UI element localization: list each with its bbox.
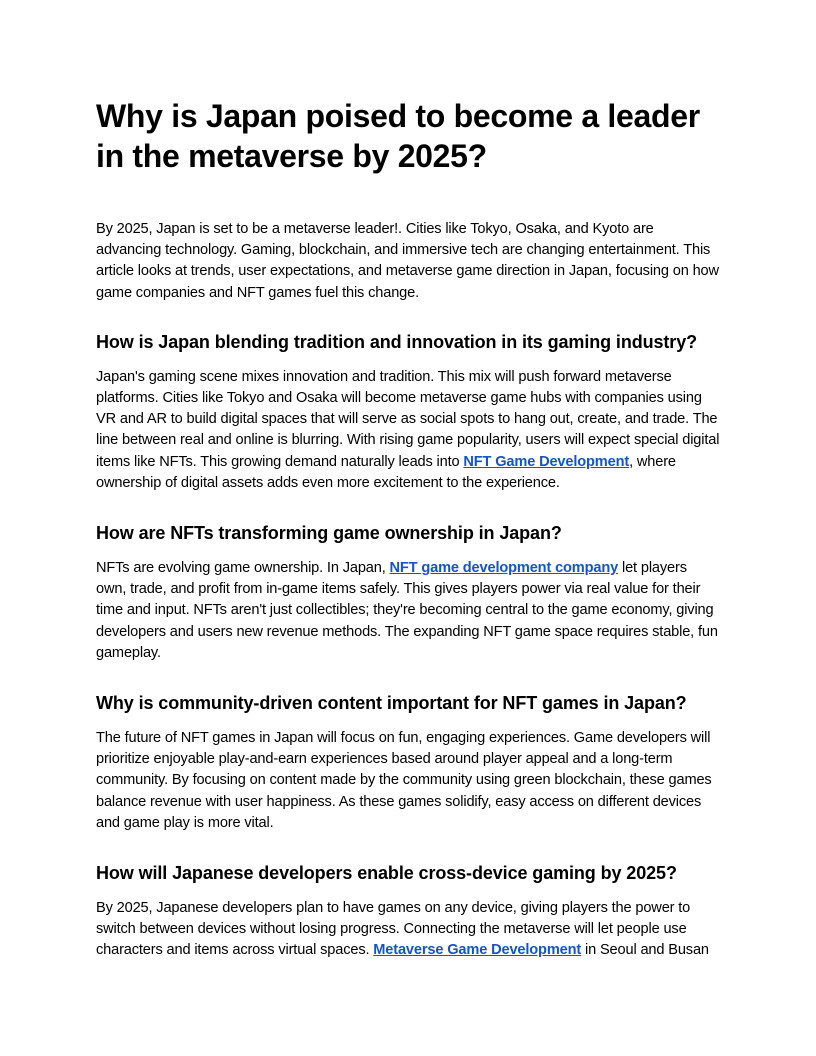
section-heading-tradition-innovation: How is Japan blending tradition and innovation in its gaming industry?: [96, 331, 698, 352]
section-paragraph-tradition-innovation: [96, 367, 720, 494]
paragraph-text: By 2025, Japanese developers plan to have games on any device, giving players the power to switch between devices without losing progress. Connecting the metaverse will let people use characters and items across virtual spaces.: [96, 900, 691, 959]
paragraph-text: let players own, trade, and profit from in-game items safely. This gives players power via real value for their time and input. NFTs aren't just collectibles; they're becoming central to the game economy, giving developers and users new revenue methods. The expanding NFT game space requires stable, fun gameplay.: [96, 560, 718, 661]
document-body: [96, 96, 720, 989]
nft-game-development-company-link[interactable]: NFT game development company: [389, 560, 619, 577]
paragraph-text: in Seoul and Busan: [581, 942, 709, 959]
page-title: Why is Japan poised to become a leader in the metaverse by 2025?: [96, 98, 700, 174]
paragraph-text: , where ownership of digital assets adds even more excitement to the experience.: [96, 453, 676, 491]
section-paragraph-cross-device: [96, 898, 720, 962]
nft-game-development-link[interactable]: NFT Game Development: [463, 453, 630, 470]
metaverse-game-development-link[interactable]: Metaverse Game Development: [373, 942, 582, 959]
paragraph-text: NFTs are evolving game ownership. In Japan,: [96, 560, 390, 577]
section-heading-community-content: Why is community-driven content important for NFT games in Japan?: [96, 693, 687, 714]
intro-paragraph: By 2025, Japan is set to be a metaverse leader!. Cities like Tokyo, Osaka, and Kyoto are advancing technology. Gaming, blockchain, and immersive tech are changing entertainment. This article looks at trends, user expectations, and metaverse game direction in Japan, focusing on how game companies and NFT games fuel this change.: [96, 221, 719, 301]
section-paragraph-community-content: [96, 728, 720, 834]
section-heading-cross-device: How will Japanese developers enable cross-device gaming by 2025?: [96, 863, 677, 884]
paragraph-text: The future of NFT games in Japan will focus on fun, engaging experiences. Game developers will prioritize enjoyable play-and-earn experiences based around player appeal and a long-term community. By focusing on content made by the community using green blockchain, these games balance revenue with user happiness. As these games solidify, easy access on different devices and game play is more vital.: [96, 730, 712, 831]
section-paragraph-nft-ownership: [96, 558, 720, 664]
paragraph-text: Japan's gaming scene mixes innovation and tradition. This mix will push forward metaverse platforms. Cities like Tokyo and Osaka will become metaverse game hubs with companies using VR and AR to build digital spaces that will serve as social spots to hang out, create, and trade. The line between real and online is blurring. With rising game popularity, users will expect special digital items like NFTs. This growing demand naturally leads into: [96, 368, 720, 470]
section-heading-nft-ownership: How are NFTs transforming game ownership in Japan?: [96, 523, 562, 544]
